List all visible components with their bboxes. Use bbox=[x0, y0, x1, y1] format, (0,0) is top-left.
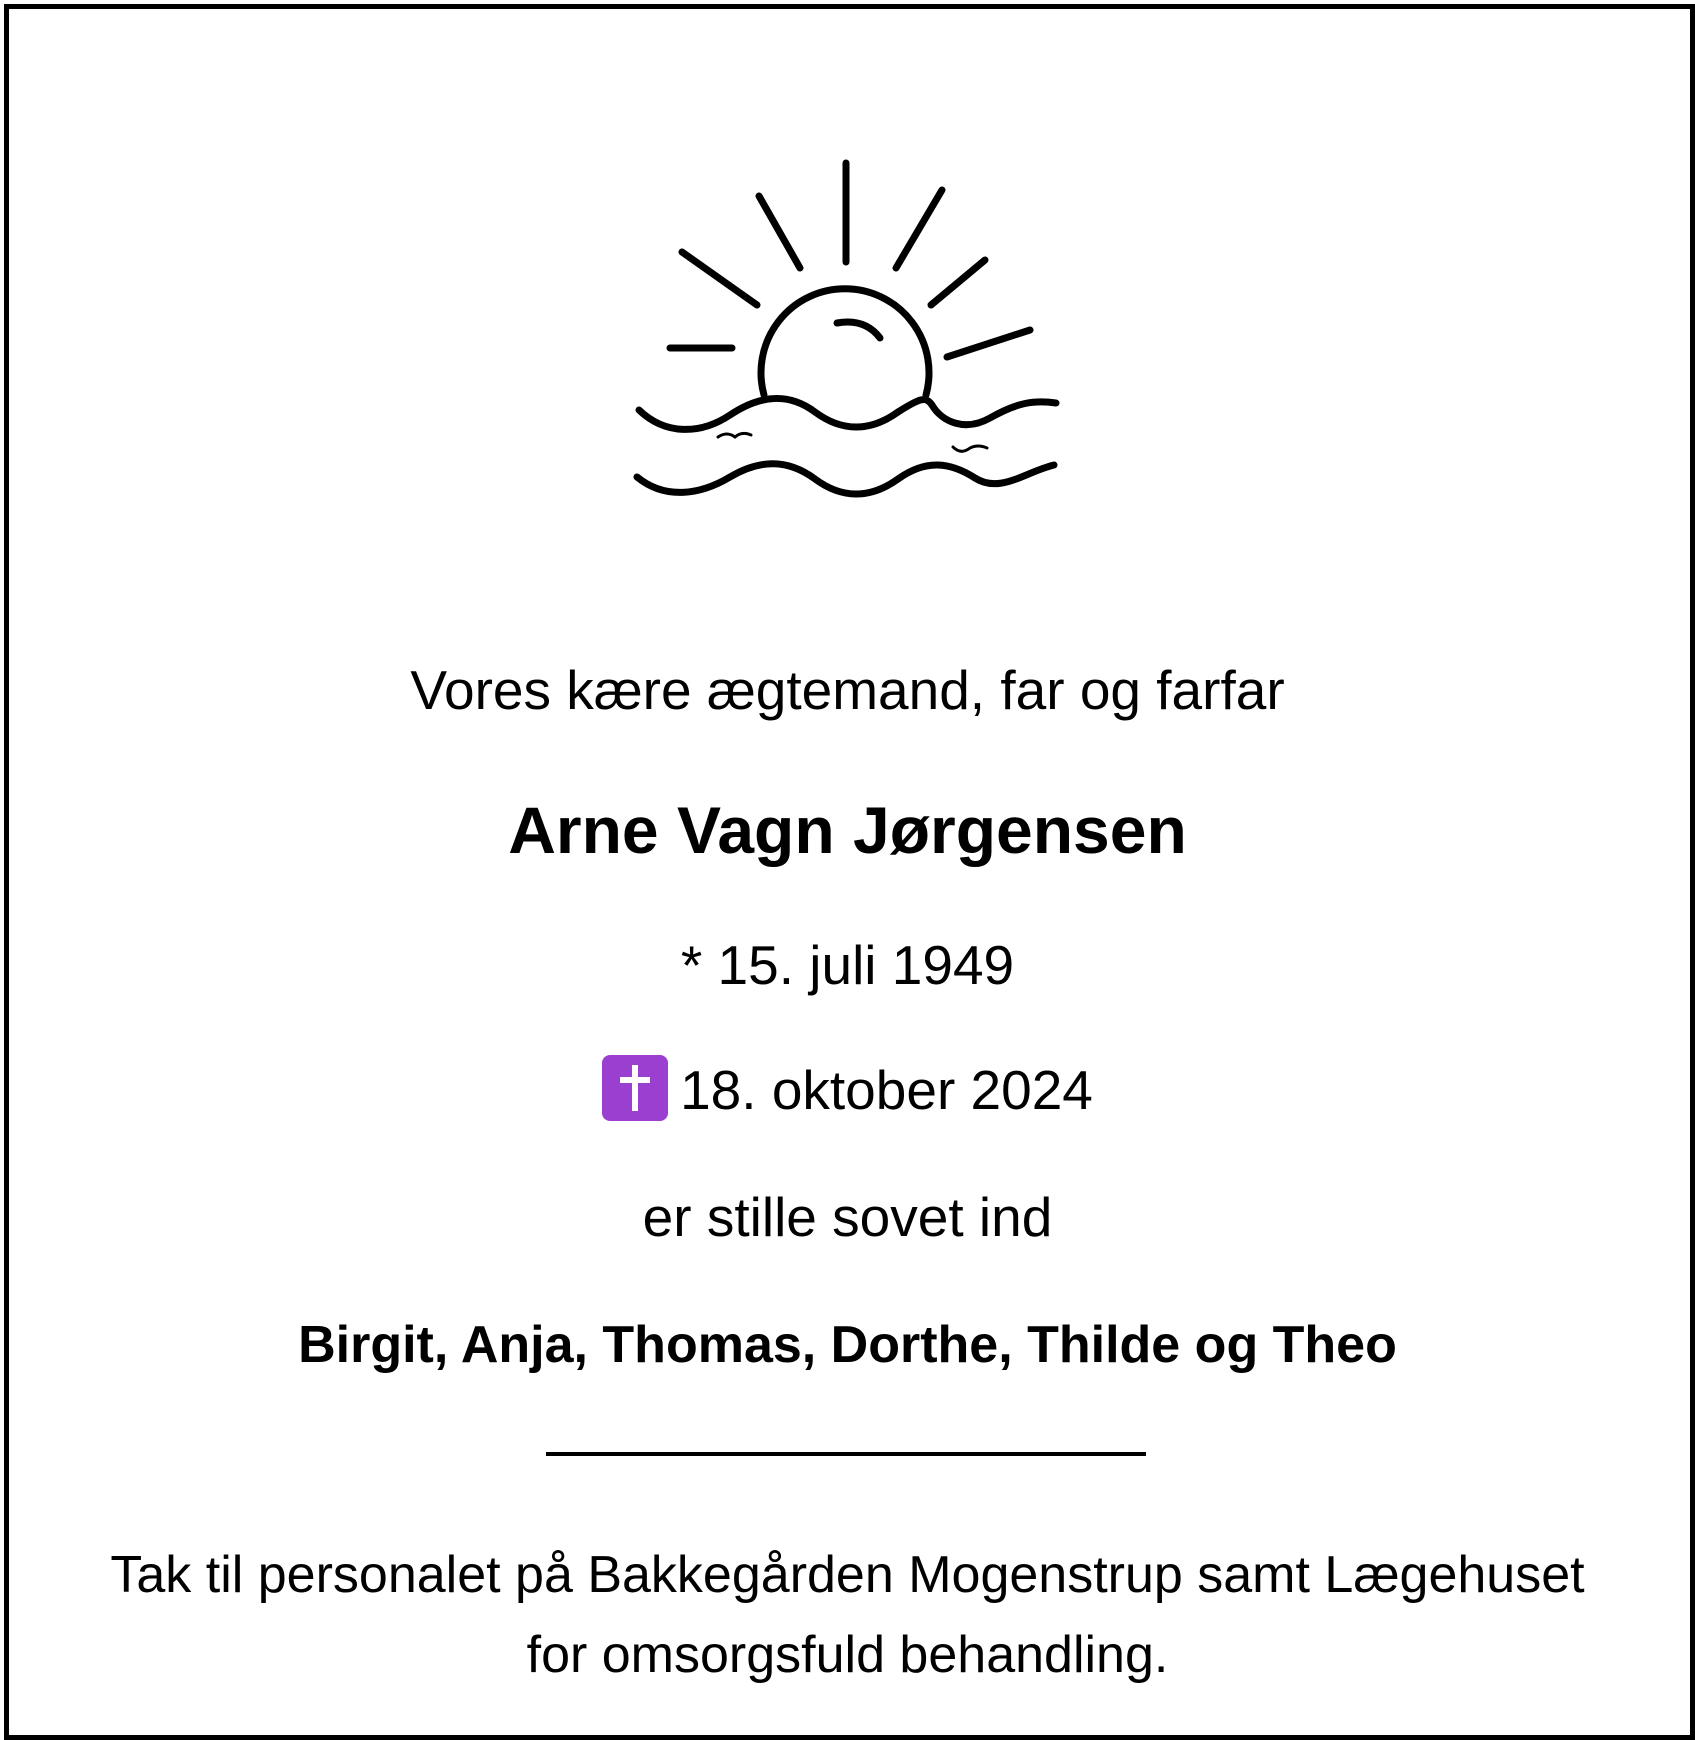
death-date: 18. oktober 2024 bbox=[680, 1059, 1093, 1121]
thanks-line-1: Tak til personalet på Bakkegården Mogenstrup samt Lægehuset bbox=[110, 1546, 1585, 1604]
sunset-over-waves-icon bbox=[620, 150, 1080, 510]
asleep-text: er stille sovet ind bbox=[642, 1186, 1053, 1248]
birth-date: 15. juli 1949 bbox=[717, 934, 1015, 996]
thanks-line-2: for omsorgsfuld behandling. bbox=[526, 1626, 1169, 1684]
thanks-text bbox=[0, 1535, 1695, 1695]
intro-text: Vores kære ægtemand, far og farfar bbox=[410, 659, 1285, 721]
death-line bbox=[0, 1055, 1695, 1125]
cross-icon bbox=[602, 1055, 668, 1121]
birth-line bbox=[0, 930, 1695, 1000]
deceased-name: Arne Vagn Jørgensen bbox=[508, 793, 1187, 867]
birth-symbol: * bbox=[680, 934, 703, 996]
divider bbox=[546, 1452, 1146, 1456]
family-names: Birgit, Anja, Thomas, Dorthe, Thilde og Theo bbox=[298, 1316, 1397, 1374]
